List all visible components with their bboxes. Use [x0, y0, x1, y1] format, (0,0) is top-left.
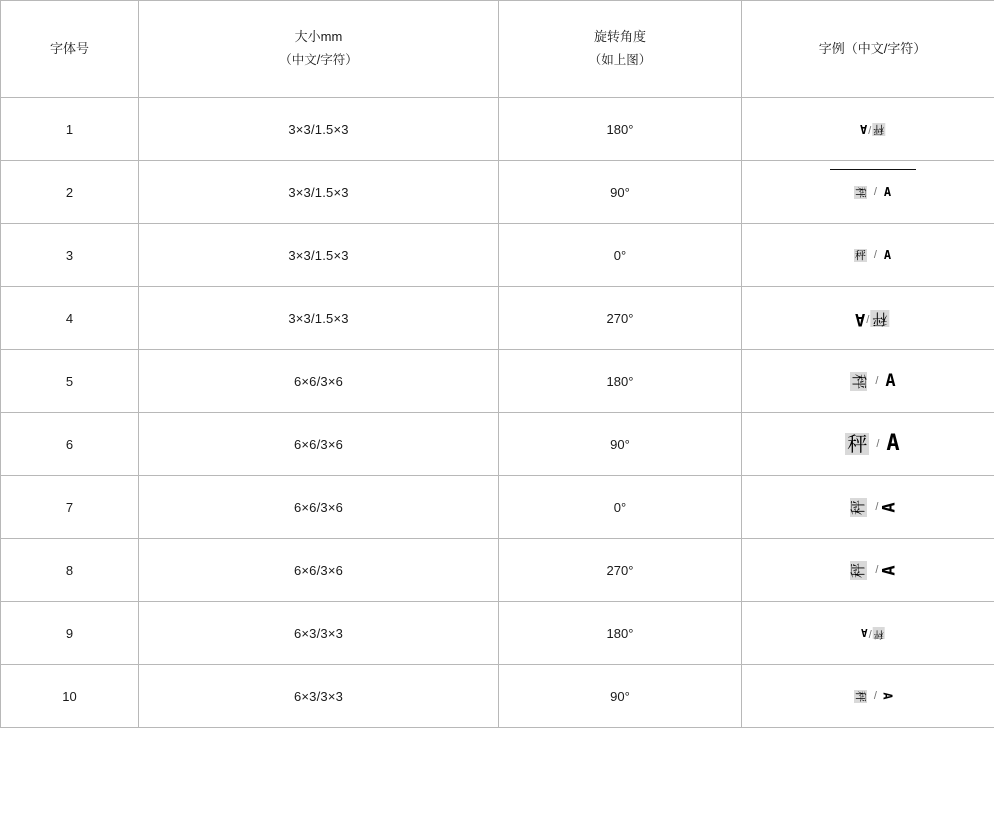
sample-preview — [742, 98, 994, 160]
cell-rotation: 270° — [499, 539, 742, 602]
cell-font-id: 8 — [1, 539, 139, 602]
cell-font-id: 6 — [1, 413, 139, 476]
table-row — [1, 161, 994, 224]
cell-rotation: 270° — [499, 287, 742, 350]
sample-preview — [742, 287, 994, 349]
sample-group — [855, 310, 889, 327]
cell-rotation: 0° — [499, 476, 742, 539]
column-header-rotation-line2: （如上图） — [588, 53, 652, 68]
cell-font-id: 4 — [1, 287, 139, 350]
table-row — [1, 224, 994, 287]
cell-size: 6×6/3×6 — [139, 413, 499, 476]
sample-preview — [742, 476, 994, 538]
table-row — [1, 602, 994, 665]
table-body — [1, 98, 994, 728]
cell-sample — [742, 476, 994, 539]
table-row — [1, 539, 994, 602]
cell-rotation: 180° — [499, 350, 742, 413]
table-header — [1, 1, 994, 98]
cell-font-id: 1 — [1, 98, 139, 161]
cell-rotation: 180° — [499, 602, 742, 665]
cell-font-id: 2 — [1, 161, 139, 224]
column-header-size-line1: 大小mm — [294, 28, 343, 44]
sample-group — [845, 433, 869, 455]
sample-separator: / — [868, 123, 872, 135]
sample-latin-glyph: A — [883, 185, 892, 199]
cell-size: 6×6/3×6 — [139, 476, 499, 539]
sample-group — [861, 627, 885, 639]
cell-font-id: 5 — [1, 350, 139, 413]
sample-latin-glyph: A — [883, 248, 892, 262]
sample-latin-glyph: A — [855, 308, 866, 329]
sample-separator: / — [873, 690, 877, 702]
sample-chinese-glyph: 秤 — [847, 432, 868, 456]
cell-size: 3×3/1.5×3 — [139, 224, 499, 287]
sample-latin-glyph: A — [860, 626, 868, 640]
sample-group — [854, 186, 867, 199]
cell-rotation: 90° — [499, 665, 742, 728]
sample-preview — [742, 413, 994, 475]
sample-chinese-glyph: 秤 — [849, 562, 868, 578]
column-header-font-id-line1: 字体号 — [49, 40, 89, 56]
sample-chinese-glyph: 秤 — [873, 122, 885, 136]
sample-group — [854, 690, 867, 703]
sample-chinese-glyph: 秤 — [873, 628, 884, 639]
cell-sample — [742, 161, 994, 224]
cell-sample — [742, 539, 994, 602]
sample-latin-glyph: A — [880, 692, 895, 700]
sample-separator: / — [876, 438, 880, 450]
cell-rotation: 0° — [499, 224, 742, 287]
column-header-sample-line1: 字例（中文/字符） — [818, 40, 927, 56]
sample-preview — [742, 224, 994, 286]
cell-size: 6×3/3×3 — [139, 602, 499, 665]
cell-rotation: 90° — [499, 413, 742, 476]
sample-group — [850, 497, 867, 516]
table-header-row — [1, 1, 994, 98]
table-row — [1, 98, 994, 161]
sample-preview — [742, 350, 994, 412]
cell-font-id: 10 — [1, 665, 139, 728]
cell-size: 6×6/3×6 — [139, 350, 499, 413]
cell-size: 3×3/1.5×3 — [139, 98, 499, 161]
sample-group — [850, 560, 867, 579]
sample-separator: / — [866, 312, 870, 324]
sample-chinese-glyph: 秤 — [849, 499, 868, 515]
sample-group — [850, 371, 867, 390]
sample-separator: / — [875, 564, 879, 576]
sample-separator: / — [873, 249, 877, 261]
sample-chinese-glyph: 秤 — [872, 309, 888, 328]
cell-size: 6×6/3×6 — [139, 539, 499, 602]
cell-sample — [742, 413, 994, 476]
cell-font-id: 7 — [1, 476, 139, 539]
sample-latin-glyph: A — [880, 501, 901, 513]
cell-sample — [742, 98, 994, 161]
sample-preview — [742, 602, 994, 664]
cell-font-id: 3 — [1, 224, 139, 287]
column-header-size-line2: （中文/字符） — [279, 53, 358, 68]
sample-latin-glyph: A — [886, 431, 900, 456]
sample-preview — [742, 539, 994, 601]
column-header-sample — [742, 1, 994, 98]
cell-sample — [742, 224, 994, 287]
sample-separator: / — [875, 375, 879, 387]
sample-latin-glyph: A — [859, 122, 868, 136]
sample-group — [860, 123, 885, 136]
sample-separator: / — [875, 501, 879, 513]
column-header-rotation-line1: 旋转角度 — [593, 28, 646, 44]
cell-rotation: 90° — [499, 161, 742, 224]
sample-chinese-glyph: 秤 — [853, 186, 867, 198]
sample-chinese-glyph: 秤 — [854, 248, 866, 262]
sample-separator: / — [868, 627, 872, 639]
column-header-size — [139, 1, 499, 98]
cell-size: 6×3/3×3 — [139, 665, 499, 728]
sample-preview — [742, 161, 994, 223]
sample-group — [854, 249, 867, 262]
cell-sample — [742, 350, 994, 413]
table-row — [1, 476, 994, 539]
cell-sample — [742, 602, 994, 665]
cell-font-id: 9 — [1, 602, 139, 665]
cell-sample — [742, 665, 994, 728]
sample-latin-glyph: A — [885, 370, 896, 391]
column-header-font-id — [1, 1, 139, 98]
table-row — [1, 665, 994, 728]
cell-size: 3×3/1.5×3 — [139, 161, 499, 224]
sample-preview — [742, 665, 994, 727]
cell-rotation: 180° — [499, 98, 742, 161]
cell-size: 3×3/1.5×3 — [139, 287, 499, 350]
sample-latin-glyph: A — [880, 564, 901, 576]
cell-sample — [742, 287, 994, 350]
column-header-rotation — [499, 1, 742, 98]
sample-chinese-glyph: 秤 — [850, 373, 869, 389]
table-row — [1, 350, 994, 413]
table-row — [1, 413, 994, 476]
sample-separator: / — [873, 186, 877, 198]
sample-chinese-glyph: 秤 — [853, 690, 867, 702]
table-row — [1, 287, 994, 350]
